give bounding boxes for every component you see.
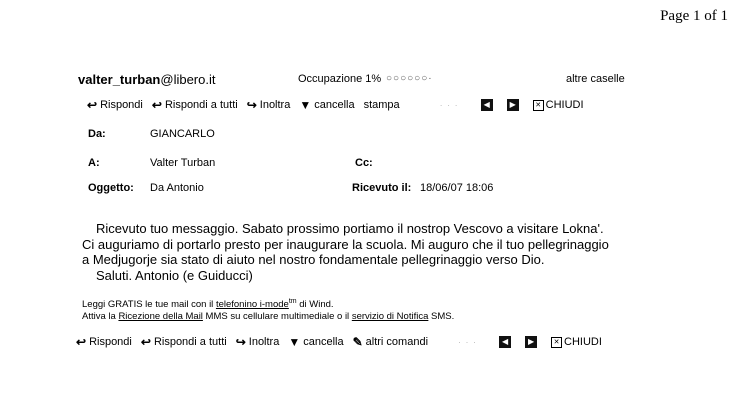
body-line: Ricevuto tuo messaggio. Sabato prossimo portiamo il nostrop Vescovo a visitare Lokna'. — [96, 221, 604, 236]
mail-reception-link[interactable]: Ricezione della Mail — [118, 311, 203, 323]
received-value: 18/06/07 18:06 — [420, 182, 494, 194]
separator-dots: · · · — [439, 100, 459, 110]
delete-button[interactable]: ▼ cancella — [288, 335, 344, 349]
promo-footer — [82, 296, 454, 323]
reply-button[interactable]: ↩ Rispondi — [76, 335, 132, 349]
promo-line-2: Attiva la Ricezione della Mail MMS su cellulare multimediale o il servizio di Notifica SMS. — [82, 311, 455, 323]
reply-icon: ↩ — [76, 335, 87, 349]
reply-icon: ↩ — [87, 98, 98, 112]
imode-link[interactable]: telefonino i-mode — [215, 299, 289, 311]
forward-button[interactable]: ↪ Inoltra — [235, 335, 280, 349]
trash-icon: ▼ — [299, 98, 312, 112]
cc-label: Cc: — [355, 157, 373, 169]
next-arrow-icon[interactable]: ▶ — [525, 336, 537, 348]
toolbar-top — [87, 98, 593, 112]
storage-meter: ○○○○○○· — [386, 73, 433, 84]
forward-button[interactable]: ↪ Inoltra — [246, 98, 291, 112]
delete-button[interactable]: ▼ cancella — [299, 98, 355, 112]
more-commands-button[interactable]: ✎ altri comandi — [352, 335, 429, 349]
reply-all-icon: ↩ — [140, 335, 151, 349]
reply-all-button[interactable]: ↩ Rispondi a tutti — [151, 98, 238, 112]
close-button[interactable]: ✕ CHIUDI — [533, 99, 584, 111]
promo-line-1: Leggi GRATIS le tue mail con il telefonino i-mode$^{tm}$ di Wind. — [82, 298, 334, 311]
close-button[interactable]: ✕ CHIUDI — [551, 336, 602, 348]
body-line: Saluti. Antonio (e Guiducci) — [96, 267, 253, 283]
forward-icon: ↪ — [235, 335, 246, 349]
close-icon: ✕ — [533, 100, 544, 111]
received-label: Ricevuto il: — [352, 182, 412, 194]
forward-icon: ↪ — [246, 98, 257, 112]
from-label: Da: — [88, 128, 106, 140]
close-icon: ✕ — [551, 337, 562, 348]
body-line: Ci auguriamo di portarlo presto per inaugurare la scuola. Mi auguro che il tuo pellegrinaggio — [82, 236, 609, 252]
account-username: valter_turban — [78, 72, 161, 87]
toolbar-bottom — [76, 335, 611, 349]
message-body — [82, 221, 609, 283]
body-line: a Medjugorje sia stato di aiuto nel nostro fondamentale pellegrinaggio verso Dio. — [82, 252, 545, 267]
reply-all-icon: ↩ — [151, 98, 162, 112]
page-number: Page 1 of 1 — [660, 8, 728, 24]
print-button[interactable]: stampa — [363, 99, 400, 111]
reply-all-button[interactable]: ↩ Rispondi a tutti — [140, 335, 227, 349]
subject-label: Oggetto: — [88, 182, 134, 194]
to-label: A: — [88, 157, 100, 169]
prev-arrow-icon[interactable]: ◀ — [499, 336, 511, 348]
next-arrow-icon[interactable]: ▶ — [507, 99, 519, 111]
from-value: GIANCARLO — [150, 128, 215, 140]
to-value: Valter Turban — [150, 157, 216, 169]
prev-arrow-icon[interactable]: ◀ — [481, 99, 493, 111]
reply-button[interactable]: ↩ Rispondi — [87, 98, 143, 112]
subject-value: Da Antonio — [150, 182, 204, 194]
account-domain: @libero.it — [160, 72, 216, 87]
trash-icon: ▼ — [288, 335, 301, 349]
storage-occupancy: Occupazione 1% — [298, 73, 382, 85]
print-icon: ✎ — [352, 335, 363, 349]
separator-dots: · · · — [458, 337, 478, 347]
notification-service-link[interactable]: servizio di Notifica — [351, 311, 429, 323]
other-mailboxes-link[interactable]: altre caselle — [566, 73, 625, 85]
account-address — [78, 72, 215, 87]
